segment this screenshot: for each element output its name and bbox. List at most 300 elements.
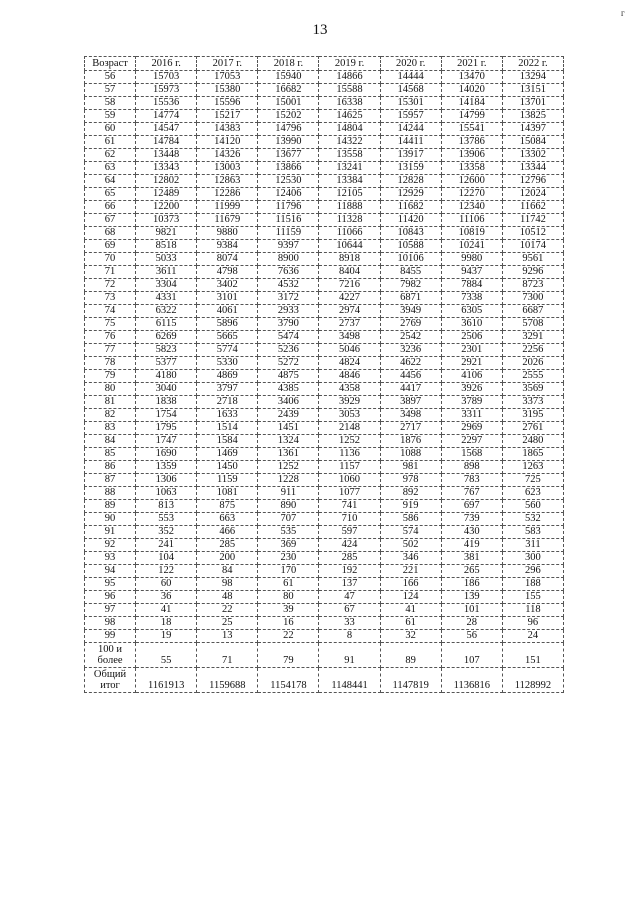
value-cell: 1252	[319, 435, 380, 448]
value-cell: 12406	[258, 188, 319, 201]
value-cell: 10373	[136, 214, 197, 227]
age-cell: 83	[85, 422, 136, 435]
table-row	[85, 396, 564, 409]
value-cell: 3611	[136, 266, 197, 279]
value-cell: 9880	[197, 227, 258, 240]
value-cell: 5236	[258, 344, 319, 357]
age-cell: 82	[85, 409, 136, 422]
value-cell: 13470	[441, 71, 502, 84]
value-cell: 1154178	[258, 668, 319, 693]
value-cell: 15217	[197, 110, 258, 123]
value-cell: 6305	[441, 305, 502, 318]
value-cell: 7884	[441, 279, 502, 292]
value-cell: 13302	[502, 149, 563, 162]
value-cell: 466	[197, 526, 258, 539]
value-cell: 4227	[319, 292, 380, 305]
value-cell: 16	[258, 617, 319, 630]
value-cell: 188	[502, 578, 563, 591]
value-cell: 3101	[197, 292, 258, 305]
age-cell: 100 и более	[85, 643, 136, 668]
value-cell: 14866	[319, 71, 380, 84]
value-cell: 3195	[502, 409, 563, 422]
table-row	[85, 344, 564, 357]
value-cell: 89	[380, 643, 441, 668]
table-row	[85, 591, 564, 604]
age-cell: 63	[85, 162, 136, 175]
value-cell: 1450	[197, 461, 258, 474]
value-cell: 11066	[319, 227, 380, 240]
value-cell: 104	[136, 552, 197, 565]
value-cell: 1451	[258, 422, 319, 435]
value-cell: 741	[319, 500, 380, 513]
value-cell: 11328	[319, 214, 380, 227]
value-cell: 1361	[258, 448, 319, 461]
age-cell: 76	[85, 331, 136, 344]
value-cell: 32	[380, 630, 441, 643]
value-cell: 2761	[502, 422, 563, 435]
value-cell: 15380	[197, 84, 258, 97]
value-cell: 2555	[502, 370, 563, 383]
value-cell: 5896	[197, 318, 258, 331]
value-cell: 7338	[441, 292, 502, 305]
value-cell: 535	[258, 526, 319, 539]
value-cell: 14020	[441, 84, 502, 97]
value-cell: 1228	[258, 474, 319, 487]
table-header-row	[85, 57, 564, 71]
value-cell: 1633	[197, 409, 258, 422]
value-cell: 911	[258, 487, 319, 500]
value-cell: 1128992	[502, 668, 563, 693]
value-cell: 311	[502, 539, 563, 552]
value-cell: 13558	[319, 149, 380, 162]
value-cell: 139	[441, 591, 502, 604]
value-cell: 1161913	[136, 668, 197, 693]
value-cell: 4358	[319, 383, 380, 396]
value-cell: 13343	[136, 162, 197, 175]
value-cell: 1568	[441, 448, 502, 461]
value-cell: 13358	[441, 162, 502, 175]
value-cell: 4622	[380, 357, 441, 370]
value-cell: 14625	[319, 110, 380, 123]
value-cell: 4385	[258, 383, 319, 396]
table-row	[85, 578, 564, 591]
table-row	[85, 240, 564, 253]
age-cell: 86	[85, 461, 136, 474]
value-cell: 3373	[502, 396, 563, 409]
value-cell: 285	[319, 552, 380, 565]
value-cell: 7300	[502, 292, 563, 305]
value-cell: 3040	[136, 383, 197, 396]
table-row	[85, 71, 564, 84]
value-cell: 13344	[502, 162, 563, 175]
value-cell: 14244	[380, 123, 441, 136]
table-row	[85, 357, 564, 370]
column-header-year: 2021 г.	[441, 57, 502, 71]
value-cell: 1754	[136, 409, 197, 422]
value-cell: 13241	[319, 162, 380, 175]
value-cell: 3926	[441, 383, 502, 396]
value-cell: 1157	[319, 461, 380, 474]
value-cell: 3790	[258, 318, 319, 331]
value-cell: 4180	[136, 370, 197, 383]
value-cell: 502	[380, 539, 441, 552]
value-cell: 5474	[258, 331, 319, 344]
value-cell: 430	[441, 526, 502, 539]
value-cell: 2542	[380, 331, 441, 344]
value-cell: 300	[502, 552, 563, 565]
value-cell: 553	[136, 513, 197, 526]
column-header-year: 2017 г.	[197, 57, 258, 71]
value-cell: 12863	[197, 175, 258, 188]
value-cell: 623	[502, 487, 563, 500]
value-cell: 61	[258, 578, 319, 591]
value-cell: 14804	[319, 123, 380, 136]
value-cell: 15541	[441, 123, 502, 136]
value-cell: 1747	[136, 435, 197, 448]
value-cell: 381	[441, 552, 502, 565]
table-row	[85, 331, 564, 344]
value-cell: 12828	[380, 175, 441, 188]
value-cell: 10512	[502, 227, 563, 240]
value-cell: 783	[441, 474, 502, 487]
value-cell: 2718	[197, 396, 258, 409]
age-cell: 91	[85, 526, 136, 539]
value-cell: 9821	[136, 227, 197, 240]
value-cell: 875	[197, 500, 258, 513]
value-cell: 265	[441, 565, 502, 578]
age-cell: 93	[85, 552, 136, 565]
age-cell: 70	[85, 253, 136, 266]
age-cell: 72	[85, 279, 136, 292]
value-cell: 3053	[319, 409, 380, 422]
value-cell: 5665	[197, 331, 258, 344]
value-cell: 98	[197, 578, 258, 591]
value-cell: 14184	[441, 97, 502, 110]
value-cell: 13003	[197, 162, 258, 175]
value-cell: 1088	[380, 448, 441, 461]
value-cell: 200	[197, 552, 258, 565]
value-cell: 981	[380, 461, 441, 474]
table-row	[85, 370, 564, 383]
value-cell: 241	[136, 539, 197, 552]
value-cell: 9296	[502, 266, 563, 279]
age-cell: 68	[85, 227, 136, 240]
value-cell: 166	[380, 578, 441, 591]
value-cell: 101	[441, 604, 502, 617]
value-cell: 285	[197, 539, 258, 552]
value-cell: 1838	[136, 396, 197, 409]
value-cell: 3304	[136, 279, 197, 292]
value-cell: 2969	[441, 422, 502, 435]
age-cell: 61	[85, 136, 136, 149]
value-cell: 9980	[441, 253, 502, 266]
value-cell: 560	[502, 500, 563, 513]
value-cell: 1469	[197, 448, 258, 461]
value-cell: 697	[441, 500, 502, 513]
value-cell: 60	[136, 578, 197, 591]
value-cell: 1514	[197, 422, 258, 435]
age-cell: 78	[85, 357, 136, 370]
value-cell: 5046	[319, 344, 380, 357]
value-cell: 4061	[197, 305, 258, 318]
value-cell: 124	[380, 591, 441, 604]
value-cell: 41	[136, 604, 197, 617]
value-cell: 15001	[258, 97, 319, 110]
value-cell: 170	[258, 565, 319, 578]
value-cell: 2506	[441, 331, 502, 344]
value-cell: 7216	[319, 279, 380, 292]
value-cell: 3291	[502, 331, 563, 344]
value-cell: 118	[502, 604, 563, 617]
value-cell: 586	[380, 513, 441, 526]
value-cell: 5033	[136, 253, 197, 266]
value-cell: 3789	[441, 396, 502, 409]
value-cell: 15084	[502, 136, 563, 149]
age-cell: 56	[85, 71, 136, 84]
value-cell: 28	[441, 617, 502, 630]
table-row	[85, 435, 564, 448]
value-cell: 14326	[197, 149, 258, 162]
value-cell: 4875	[258, 370, 319, 383]
value-cell: 33	[319, 617, 380, 630]
value-cell: 13917	[380, 149, 441, 162]
value-cell: 221	[380, 565, 441, 578]
value-cell: 9437	[441, 266, 502, 279]
table-row	[85, 305, 564, 318]
table-row	[85, 552, 564, 565]
value-cell: 186	[441, 578, 502, 591]
value-cell: 39	[258, 604, 319, 617]
age-cell: 92	[85, 539, 136, 552]
value-cell: 4824	[319, 357, 380, 370]
value-cell: 725	[502, 474, 563, 487]
value-cell: 1159	[197, 474, 258, 487]
value-cell: 352	[136, 526, 197, 539]
age-cell: 98	[85, 617, 136, 630]
value-cell: 25	[197, 617, 258, 630]
value-cell: 3406	[258, 396, 319, 409]
value-cell: 9397	[258, 240, 319, 253]
value-cell: 155	[502, 591, 563, 604]
value-cell: 2933	[258, 305, 319, 318]
table-row	[85, 668, 564, 693]
value-cell: 15202	[258, 110, 319, 123]
value-cell: 12530	[258, 175, 319, 188]
value-cell: 583	[502, 526, 563, 539]
value-cell: 14796	[258, 123, 319, 136]
value-cell: 3610	[441, 318, 502, 331]
value-cell: 369	[258, 539, 319, 552]
value-cell: 8	[319, 630, 380, 643]
value-cell: 12600	[441, 175, 502, 188]
age-cell: 81	[85, 396, 136, 409]
age-cell: 97	[85, 604, 136, 617]
value-cell: 41	[380, 604, 441, 617]
value-cell: 36	[136, 591, 197, 604]
value-cell: 3498	[319, 331, 380, 344]
table-row	[85, 97, 564, 110]
value-cell: 15973	[136, 84, 197, 97]
table-row	[85, 84, 564, 97]
age-cell: 64	[85, 175, 136, 188]
table-body	[85, 71, 564, 693]
table-row	[85, 175, 564, 188]
value-cell: 80	[258, 591, 319, 604]
value-cell: 10106	[380, 253, 441, 266]
value-cell: 4331	[136, 292, 197, 305]
age-cell: 69	[85, 240, 136, 253]
table-row	[85, 292, 564, 305]
value-cell: 230	[258, 552, 319, 565]
table-row	[85, 487, 564, 500]
age-cell: 94	[85, 565, 136, 578]
age-cell: 95	[85, 578, 136, 591]
age-cell: 62	[85, 149, 136, 162]
value-cell: 3569	[502, 383, 563, 396]
value-cell: 1159688	[197, 668, 258, 693]
value-cell: 767	[441, 487, 502, 500]
value-cell: 15596	[197, 97, 258, 110]
column-header-year: 2016 г.	[136, 57, 197, 71]
value-cell: 16682	[258, 84, 319, 97]
value-cell: 10588	[380, 240, 441, 253]
value-cell: 1136816	[441, 668, 502, 693]
value-cell: 2480	[502, 435, 563, 448]
value-cell: 3402	[197, 279, 258, 292]
value-cell: 107	[441, 643, 502, 668]
value-cell: 13159	[380, 162, 441, 175]
table-row	[85, 110, 564, 123]
value-cell: 1252	[258, 461, 319, 474]
value-cell: 14568	[380, 84, 441, 97]
value-cell: 55	[136, 643, 197, 668]
value-cell: 10241	[441, 240, 502, 253]
value-cell: 1584	[197, 435, 258, 448]
value-cell: 151	[502, 643, 563, 668]
table-row	[85, 162, 564, 175]
value-cell: 4532	[258, 279, 319, 292]
value-cell: 67	[319, 604, 380, 617]
value-cell: 10644	[319, 240, 380, 253]
value-cell: 532	[502, 513, 563, 526]
value-cell: 12024	[502, 188, 563, 201]
value-cell: 15301	[380, 97, 441, 110]
value-cell: 15536	[136, 97, 197, 110]
age-cell: 85	[85, 448, 136, 461]
table-row	[85, 448, 564, 461]
age-cell: 58	[85, 97, 136, 110]
value-cell: 13448	[136, 149, 197, 162]
value-cell: 13	[197, 630, 258, 643]
corner-mark: г	[621, 8, 625, 18]
value-cell: 3311	[441, 409, 502, 422]
table-row	[85, 318, 564, 331]
value-cell: 19	[136, 630, 197, 643]
value-cell: 4798	[197, 266, 258, 279]
value-cell: 11682	[380, 201, 441, 214]
value-cell: 14784	[136, 136, 197, 149]
age-cell: 57	[85, 84, 136, 97]
value-cell: 1324	[258, 435, 319, 448]
age-cell: 71	[85, 266, 136, 279]
table-row	[85, 214, 564, 227]
value-cell: 79	[258, 643, 319, 668]
value-cell: 84	[197, 565, 258, 578]
value-cell: 13677	[258, 149, 319, 162]
value-cell: 12286	[197, 188, 258, 201]
value-cell: 12489	[136, 188, 197, 201]
value-cell: 122	[136, 565, 197, 578]
value-cell: 11679	[197, 214, 258, 227]
table-row	[85, 513, 564, 526]
age-cell: 89	[85, 500, 136, 513]
value-cell: 14322	[319, 136, 380, 149]
value-cell: 6871	[380, 292, 441, 305]
value-cell: 13906	[441, 149, 502, 162]
table-row	[85, 201, 564, 214]
value-cell: 6115	[136, 318, 197, 331]
value-cell: 4417	[380, 383, 441, 396]
value-cell: 2717	[380, 422, 441, 435]
value-cell: 3949	[380, 305, 441, 318]
age-cell: 88	[85, 487, 136, 500]
value-cell: 1876	[380, 435, 441, 448]
population-by-age-table	[84, 56, 564, 693]
table-row	[85, 279, 564, 292]
value-cell: 1081	[197, 487, 258, 500]
value-cell: 1077	[319, 487, 380, 500]
value-cell: 11106	[441, 214, 502, 227]
age-cell: 60	[85, 123, 136, 136]
value-cell: 4869	[197, 370, 258, 383]
value-cell: 71	[197, 643, 258, 668]
table-row	[85, 539, 564, 552]
table-row	[85, 123, 564, 136]
value-cell: 5823	[136, 344, 197, 357]
value-cell: 11662	[502, 201, 563, 214]
value-cell: 3797	[197, 383, 258, 396]
value-cell: 10819	[441, 227, 502, 240]
value-cell: 707	[258, 513, 319, 526]
table-row	[85, 149, 564, 162]
value-cell: 14799	[441, 110, 502, 123]
value-cell: 1063	[136, 487, 197, 500]
age-cell: 77	[85, 344, 136, 357]
age-cell: 79	[85, 370, 136, 383]
table-row	[85, 526, 564, 539]
age-cell: 65	[85, 188, 136, 201]
value-cell: 1148441	[319, 668, 380, 693]
age-cell: 99	[85, 630, 136, 643]
value-cell: 11742	[502, 214, 563, 227]
value-cell: 96	[502, 617, 563, 630]
table-row	[85, 565, 564, 578]
value-cell: 890	[258, 500, 319, 513]
value-cell: 419	[441, 539, 502, 552]
value-cell: 15588	[319, 84, 380, 97]
value-cell: 14383	[197, 123, 258, 136]
value-cell: 2301	[441, 344, 502, 357]
value-cell: 2439	[258, 409, 319, 422]
table-row	[85, 188, 564, 201]
value-cell: 15703	[136, 71, 197, 84]
value-cell: 2921	[441, 357, 502, 370]
value-cell: 12105	[319, 188, 380, 201]
value-cell: 16338	[319, 97, 380, 110]
value-cell: 91	[319, 643, 380, 668]
value-cell: 18	[136, 617, 197, 630]
value-cell: 10174	[502, 240, 563, 253]
